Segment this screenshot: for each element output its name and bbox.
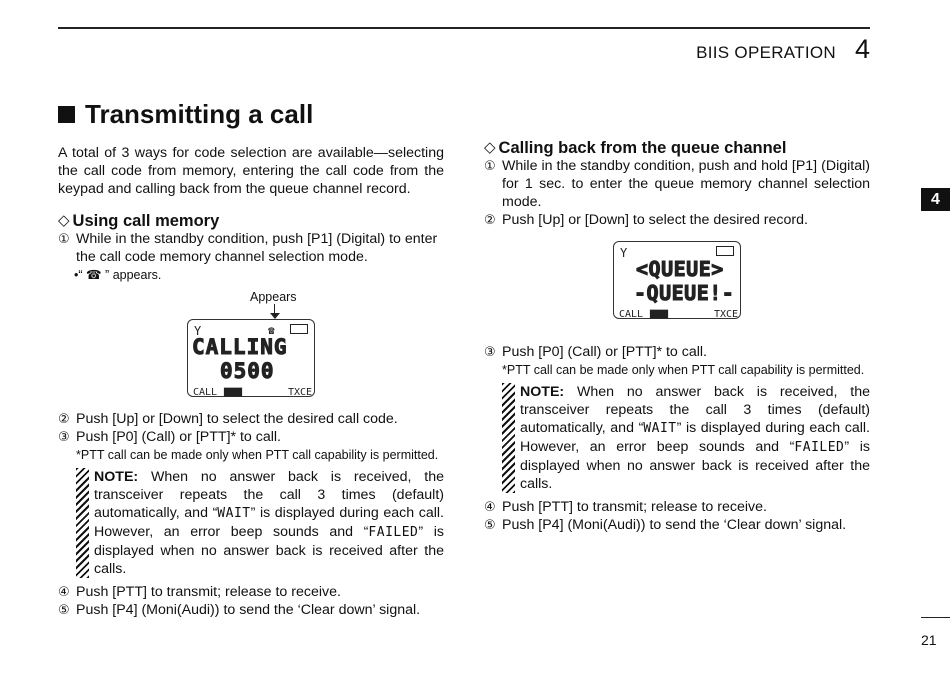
step-number: ③ bbox=[58, 429, 70, 444]
battery-icon bbox=[716, 246, 734, 256]
step-number: ⑤ bbox=[58, 602, 70, 617]
step-text: Push [P4] (Moni(Audi)) to send the ‘Clear down’ signal. bbox=[502, 517, 847, 533]
step-2 bbox=[484, 211, 870, 229]
note-text bbox=[520, 383, 870, 493]
note-hatch bbox=[502, 383, 515, 493]
step-number: ② bbox=[484, 212, 496, 227]
step-text: Push [Up] or [Down] to select the desired call code. bbox=[76, 411, 398, 427]
note-label: NOTE: bbox=[520, 384, 565, 400]
section-heading-queue bbox=[484, 139, 870, 157]
callout-label: Appears bbox=[250, 290, 297, 304]
step-3 bbox=[484, 343, 870, 361]
square-bullet-icon bbox=[58, 106, 75, 123]
step-number: ③ bbox=[484, 344, 496, 359]
antenna-icon: Y bbox=[194, 324, 202, 338]
right-column bbox=[484, 139, 870, 534]
note-part-3: ” is displayed when no answer back is received after the calls. bbox=[520, 439, 870, 492]
phone-icon: ☎ bbox=[268, 324, 275, 337]
lcd-word-failed: FAILED bbox=[794, 440, 845, 455]
lcd-figure-calling bbox=[58, 284, 444, 397]
note-label: NOTE: bbox=[94, 469, 139, 485]
note-box bbox=[58, 468, 444, 578]
lcd-indicator-call: CALL bbox=[193, 387, 218, 398]
lcd-indicator-txce: TXCE bbox=[714, 309, 739, 320]
step-number: ④ bbox=[58, 584, 70, 599]
section-heading-call-memory bbox=[58, 212, 444, 230]
page-number: 21 bbox=[921, 632, 937, 648]
lcd-indicator-call: CALL bbox=[619, 309, 644, 320]
step-text: Push [PTT] to transmit; release to receive. bbox=[76, 584, 341, 600]
page-title bbox=[58, 99, 313, 130]
lcd-figure-queue bbox=[484, 229, 870, 343]
note-part-2: ” is displayed during each call. However, an error beep sounds and “ bbox=[94, 505, 444, 540]
footer-rule bbox=[921, 617, 950, 618]
ptt-footnote: *PTT call can be made only when PTT call capability is permitted. bbox=[76, 448, 439, 462]
lcd-indicator-block: ▆▆▆ bbox=[224, 386, 243, 397]
chapter-side-tab: 4 bbox=[921, 188, 950, 211]
step-number: ⑤ bbox=[484, 517, 496, 532]
step-text: Push [P0] (Call) or [PTT]* to call. bbox=[76, 429, 281, 445]
lcd-line-1: <QUEUE> bbox=[636, 257, 724, 281]
step-4 bbox=[58, 583, 444, 601]
note-part-1: When no answer back is received, the transceiver repeats the call 3 times (default) automatically, and “ bbox=[520, 384, 870, 436]
note-part-1: When no answer back is received, the transceiver repeats the call 3 times (default) automatically, and “ bbox=[94, 469, 444, 521]
diamond-icon: ◇ bbox=[484, 139, 496, 156]
note-part-3: ” is displayed when no answer back is received after the calls. bbox=[94, 524, 444, 577]
note-box bbox=[484, 383, 870, 493]
diamond-icon: ◇ bbox=[58, 212, 70, 229]
step-number: ② bbox=[58, 411, 70, 426]
note-text bbox=[94, 468, 444, 578]
bullet-note: •“ ☎ ” appears. bbox=[74, 268, 162, 282]
lcd-word-wait: WAIT bbox=[217, 506, 251, 521]
ptt-footnote: *PTT call can be made only when PTT call capability is permitted. bbox=[502, 363, 865, 377]
step-4 bbox=[484, 498, 870, 516]
step-text: Push [Up] or [Down] to select the desired record. bbox=[502, 212, 808, 228]
lcd-line-1: CALLING bbox=[192, 335, 288, 359]
lcd-screen bbox=[187, 319, 315, 397]
step-number: ① bbox=[484, 158, 496, 173]
page-title-text: Transmitting a call bbox=[85, 99, 314, 129]
step-number: ① bbox=[58, 231, 70, 246]
lcd-screen bbox=[613, 241, 741, 319]
step-text: While in the standby condition, push [P1] (Digital) to enter the call code memory channel selection mode. bbox=[76, 231, 438, 265]
note-hatch bbox=[76, 468, 89, 578]
step-2 bbox=[58, 410, 444, 428]
step-text: Push [P4] (Moni(Audi)) to send the ‘Clear down’ signal. bbox=[76, 602, 421, 618]
antenna-icon: Y bbox=[620, 246, 628, 260]
battery-icon bbox=[290, 324, 308, 334]
step-1 bbox=[58, 230, 444, 266]
section-heading-text: Using call memory bbox=[72, 212, 220, 230]
step-3 bbox=[58, 428, 444, 446]
note-part-2: ” is displayed during each call. However, an error beep sounds and “ bbox=[520, 420, 870, 455]
section-title: BIIS OPERATION bbox=[696, 43, 836, 62]
lcd-word-wait: WAIT bbox=[643, 421, 677, 436]
header-rule bbox=[58, 27, 870, 29]
left-column bbox=[58, 144, 444, 619]
step-5 bbox=[58, 601, 444, 619]
step-text: Push [P0] (Call) or [PTT]* to call. bbox=[502, 344, 707, 360]
lcd-line-2: -QUEUE!- bbox=[634, 281, 735, 305]
section-heading-text: Calling back from the queue channel bbox=[498, 139, 787, 157]
step-text: While in the standby condition, push and hold [P1] (Digital) for 1 sec. to enter the queue memory channel selection mode. bbox=[502, 158, 870, 210]
step-text: Push [PTT] to transmit; release to receive. bbox=[502, 499, 767, 515]
intro-paragraph: A total of 3 ways for code selection are available—selecting the call code from memory, entering the call code from the keypad and calling back from the queue channel record. bbox=[58, 145, 444, 197]
lcd-line-2: 0500 bbox=[220, 359, 275, 383]
step-1 bbox=[484, 157, 870, 211]
step-number: ④ bbox=[484, 499, 496, 514]
lcd-indicator-txce: TXCE bbox=[288, 387, 313, 398]
chapter-number: 4 bbox=[854, 34, 870, 64]
lcd-word-failed: FAILED bbox=[368, 525, 419, 540]
step-5 bbox=[484, 516, 870, 534]
lcd-indicator-block: ▆▆▆ bbox=[650, 308, 669, 319]
